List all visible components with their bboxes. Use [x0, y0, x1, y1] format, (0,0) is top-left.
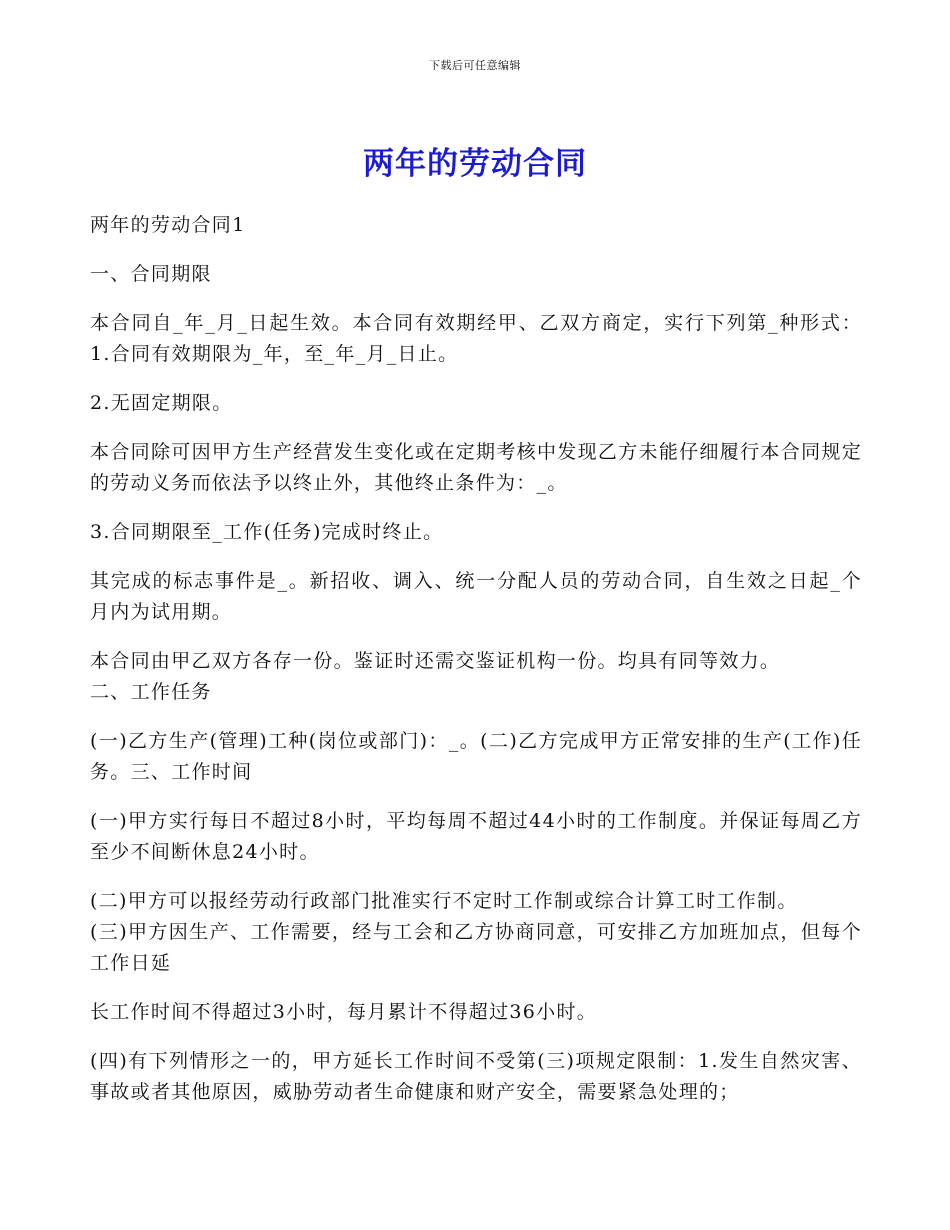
- paragraph: 3.合同期限至_工作(任务)完成时终止。: [90, 521, 444, 543]
- section-heading: 二、工作任务: [90, 681, 212, 703]
- document-body: [90, 210, 862, 1126]
- paragraph: (一)乙方生产(管理)工种(岗位或部门)：_。(二)乙方完成甲方正常安排的生产(工作)任务。三、工作时间: [90, 730, 862, 783]
- paragraph: (二)甲方可以报经劳动行政部门批准实行不定时工作制或综合计算工时工作制。: [90, 890, 798, 912]
- paragraph: (一)甲方实行每日不超过8小时，平均每周不超过44小时的工作制度。并保证每周乙方至少不间断休息24小时。: [90, 810, 862, 863]
- paragraph: 本合同由甲乙双方各存一份。鉴证时还需交鉴证机构一份。均具有同等效力。: [90, 650, 781, 672]
- paragraph: 其完成的标志事件是_。新招收、调入、统一分配人员的劳动合同，自生效之日起_个月内为试用期。: [90, 570, 862, 623]
- document-title: 两年的劳动合同: [363, 146, 587, 182]
- paragraph: 本合同除可因甲方生产经营发生变化或在定期考核中发现乙方未能仔细履行本合同规定的劳动义务而依法予以终止外，其他终止条件为：_。: [90, 441, 862, 494]
- paragraph: 2.无固定期限。: [90, 392, 233, 414]
- header-note: 下载后可任意编辑: [429, 59, 521, 72]
- section-heading: 一、合同期限: [90, 263, 212, 285]
- paragraph: 两年的劳动合同1: [90, 214, 246, 236]
- paragraph: 长工作时间不得超过3小时，每月累计不得超过36小时。: [90, 1001, 598, 1023]
- paragraph: (四)有下列情形之一的，甲方延长工作时间不受第(三)项规定限制：1.发生自然灾害、事故或者其他原因，威胁劳动者生命健康和财产安全，需要紧急处理的；: [90, 1050, 862, 1103]
- paragraph: 本合同自_年_月_日起生效。本合同有效期经甲、乙双方商定，实行下列第_种形式：1.合同有效期限为_年，至_年_月_日止。: [90, 312, 862, 365]
- paragraph: (三)甲方因生产、工作需要，经与工会和乙方协商同意，可安排乙方加班加点，但每个工作日延: [90, 921, 862, 974]
